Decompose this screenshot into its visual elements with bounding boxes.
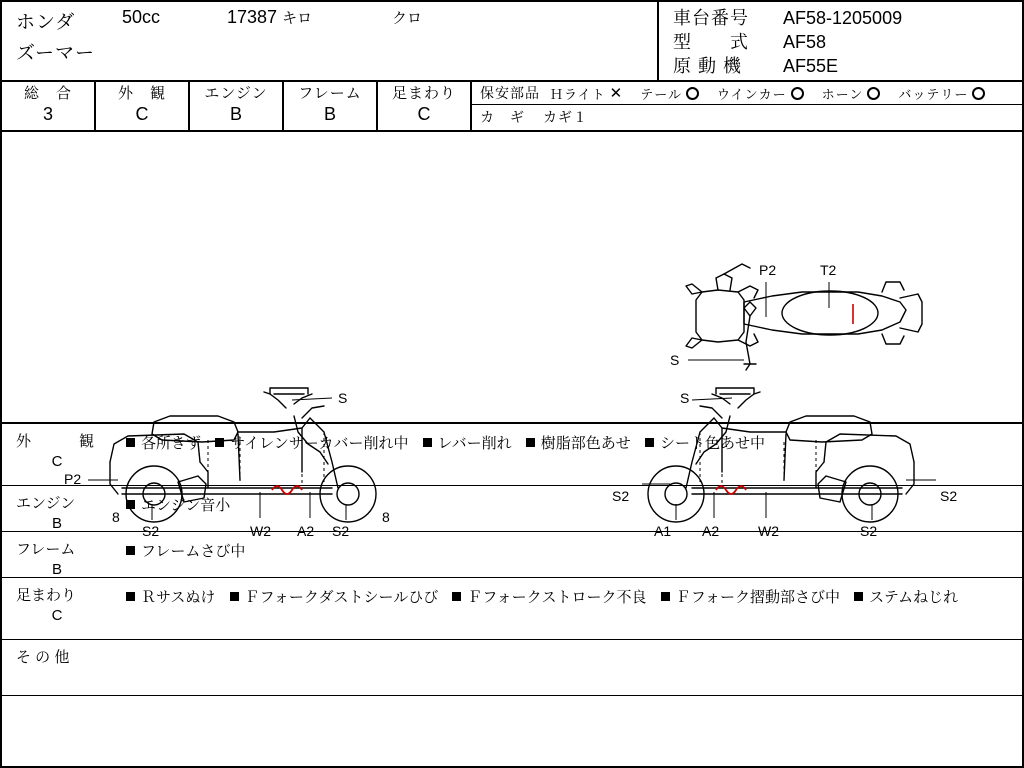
bullet-icon: [645, 438, 654, 447]
safety-item-taillight: [640, 84, 699, 103]
grade-total-label: 総 合: [23, 85, 72, 102]
safety-item-winker: [717, 84, 804, 103]
circle-icon: [686, 87, 699, 100]
note-label-engine-title: エンジン: [16, 495, 76, 512]
note-item: [661, 589, 840, 606]
note-label-suspension-title: 足まわり: [16, 587, 77, 604]
engine-label: 原 動 機: [673, 56, 743, 76]
bullet-icon: [126, 438, 135, 447]
note-item: [126, 543, 245, 560]
note-item-text: Ｆフォークストローク不良: [467, 589, 647, 606]
bullet-icon: [126, 592, 135, 601]
note-body-other: [122, 640, 1022, 695]
safety-item-headlight: [550, 84, 622, 103]
grade-total: [2, 82, 96, 130]
grade-engine: [190, 82, 284, 130]
bullet-icon: [661, 592, 670, 601]
grade-frame: [284, 82, 378, 130]
mark-s-left: S: [338, 390, 348, 406]
note-body-suspension: [122, 578, 1022, 639]
note-item: [452, 589, 646, 606]
note-label-other-title: そ の 他: [16, 649, 70, 666]
mark-s2-right-mid: S2: [860, 523, 878, 539]
note-item: [526, 435, 631, 452]
safety-item-taillight-label: テール: [640, 86, 682, 102]
note-item: [230, 589, 439, 606]
grade-total-value: 3: [42, 104, 53, 124]
mark-a2-right: A2: [702, 523, 720, 539]
note-item: [854, 589, 958, 606]
mark-s2-right-rear: S2: [940, 488, 958, 504]
note-label-exterior: [2, 424, 122, 485]
safety-item-winker-label: ウインカー: [716, 86, 787, 102]
mark-w2-left: W2: [250, 523, 271, 539]
note-label-other: [2, 640, 122, 695]
safety-item-headlight-label: Ｈライト: [550, 86, 606, 102]
note-label-blank: [2, 696, 122, 758]
header: [2, 2, 1022, 82]
bullet-icon: [854, 592, 863, 601]
mileage-value: 17387: [227, 7, 278, 27]
engine-value: AF55E: [783, 56, 839, 76]
safety-item-horn-label: ホーン: [821, 86, 864, 102]
header-identifiers: [657, 2, 1022, 80]
bullet-icon: [215, 438, 224, 447]
note-item-text: サイレンサーカバー削れ中: [230, 435, 409, 452]
grade-exterior-label: 外 観: [117, 85, 166, 102]
chassis-value: AF58-1205009: [783, 8, 903, 28]
note-item-text: レバー削れ: [437, 435, 512, 452]
note-label-frame: [2, 532, 122, 577]
note-label-frame-title: フレーム: [16, 541, 76, 558]
grade-suspension-label: 足まわり: [391, 85, 456, 102]
grade-engine-label: エンジン: [204, 85, 268, 102]
safety-title: 保安部品: [480, 85, 540, 101]
type-row: [673, 30, 1022, 54]
note-item: [423, 435, 512, 452]
engine-row: [673, 54, 1022, 78]
note-item-text: シート色あせ中: [659, 435, 765, 452]
grade-engine-value: B: [229, 104, 242, 124]
mark-8-left-front: 8: [382, 509, 390, 525]
note-row-other: [2, 640, 1022, 696]
safety-item-battery: [898, 84, 985, 103]
mark-p2-top: P2: [759, 262, 777, 278]
mark-w2-right: W2: [758, 523, 779, 539]
note-item: [126, 589, 215, 606]
mark-s-top: S: [670, 352, 680, 368]
body-color: クロ: [392, 10, 423, 27]
maker-name: ホンダ: [16, 12, 76, 33]
mark-s-right: S: [680, 390, 690, 406]
note-row-exterior: [2, 424, 1022, 486]
note-item-text: Ｆフォークダストシールひび: [244, 589, 439, 606]
note-label-suspension-grade: C: [51, 607, 63, 624]
grade-exterior-value: C: [135, 104, 149, 124]
bullet-icon: [230, 592, 239, 601]
bullet-icon: [423, 438, 432, 447]
grade-frame-label: フレーム: [298, 85, 362, 102]
grade-frame-value: B: [323, 104, 336, 124]
note-item-text: 各所きず: [141, 435, 202, 452]
grade-suspension: [378, 82, 472, 130]
safety-key-row: [472, 105, 1022, 128]
mark-a2-left: A2: [297, 523, 315, 539]
displacement: 50cc: [122, 7, 161, 27]
safety-items-row: [472, 82, 1022, 105]
circle-icon: [972, 87, 985, 100]
mark-a1-right: A1: [654, 523, 672, 539]
bullet-icon: [126, 546, 135, 555]
note-label-frame-grade: B: [51, 561, 62, 578]
condition-notes: [2, 424, 1022, 758]
mark-s2-right-front: S2: [612, 488, 630, 504]
model-name: ズーマー: [16, 43, 96, 64]
mark-s2-left-front: S2: [332, 523, 350, 539]
mark-s2-left-rear: S2: [142, 523, 160, 539]
key-value: カギ１: [543, 108, 588, 125]
mileage: [227, 7, 312, 28]
note-label-engine: [2, 486, 122, 531]
safety-equipment: [472, 82, 1022, 130]
type-label: 型 式: [673, 32, 749, 52]
note-row-suspension: [2, 578, 1022, 640]
note-item-text: エンジン音小: [141, 497, 231, 514]
note-label-suspension: [2, 578, 122, 639]
cross-icon: ✕: [609, 84, 623, 102]
note-item-text: ステムねじれ: [869, 589, 959, 606]
safety-item-horn: [822, 84, 881, 103]
mileage-unit: キロ: [282, 10, 313, 27]
note-item-text: フレームさび中: [141, 543, 246, 560]
mark-t2-top: T2: [820, 262, 837, 278]
circle-icon: [791, 87, 804, 100]
circle-icon: [867, 87, 880, 100]
header-vehicle-info: [2, 2, 657, 80]
bullet-icon: [452, 592, 461, 601]
note-item: [645, 435, 765, 452]
note-body-exterior: [122, 424, 1022, 485]
type-value: AF58: [783, 32, 827, 52]
note-row-blank: [2, 696, 1022, 758]
chassis-label: 車台番号: [673, 8, 749, 28]
key-label: カ ギ: [480, 108, 525, 125]
note-item: [126, 497, 230, 514]
grade-exterior: [96, 82, 190, 130]
note-item-text: 樹脂部色あせ: [540, 435, 631, 452]
note-item-text: Ｒサスぬけ: [141, 589, 216, 606]
chassis-row: [673, 6, 1022, 30]
note-item: [215, 435, 408, 452]
grade-suspension-value: C: [417, 104, 431, 124]
note-label-engine-grade: B: [51, 515, 62, 532]
mark-8-left: 8: [112, 509, 120, 525]
note-item-text: Ｆフォーク摺動部さび中: [675, 589, 840, 606]
grades-row: [2, 82, 1022, 132]
bullet-icon: [526, 438, 535, 447]
note-label-exterior-grade: C: [51, 453, 63, 470]
mark-p2-left: P2: [64, 471, 82, 487]
note-label-exterior-title: 外 観: [16, 433, 101, 450]
safety-item-battery-label: バッテリー: [898, 86, 969, 102]
note-body-blank: [122, 696, 1022, 758]
